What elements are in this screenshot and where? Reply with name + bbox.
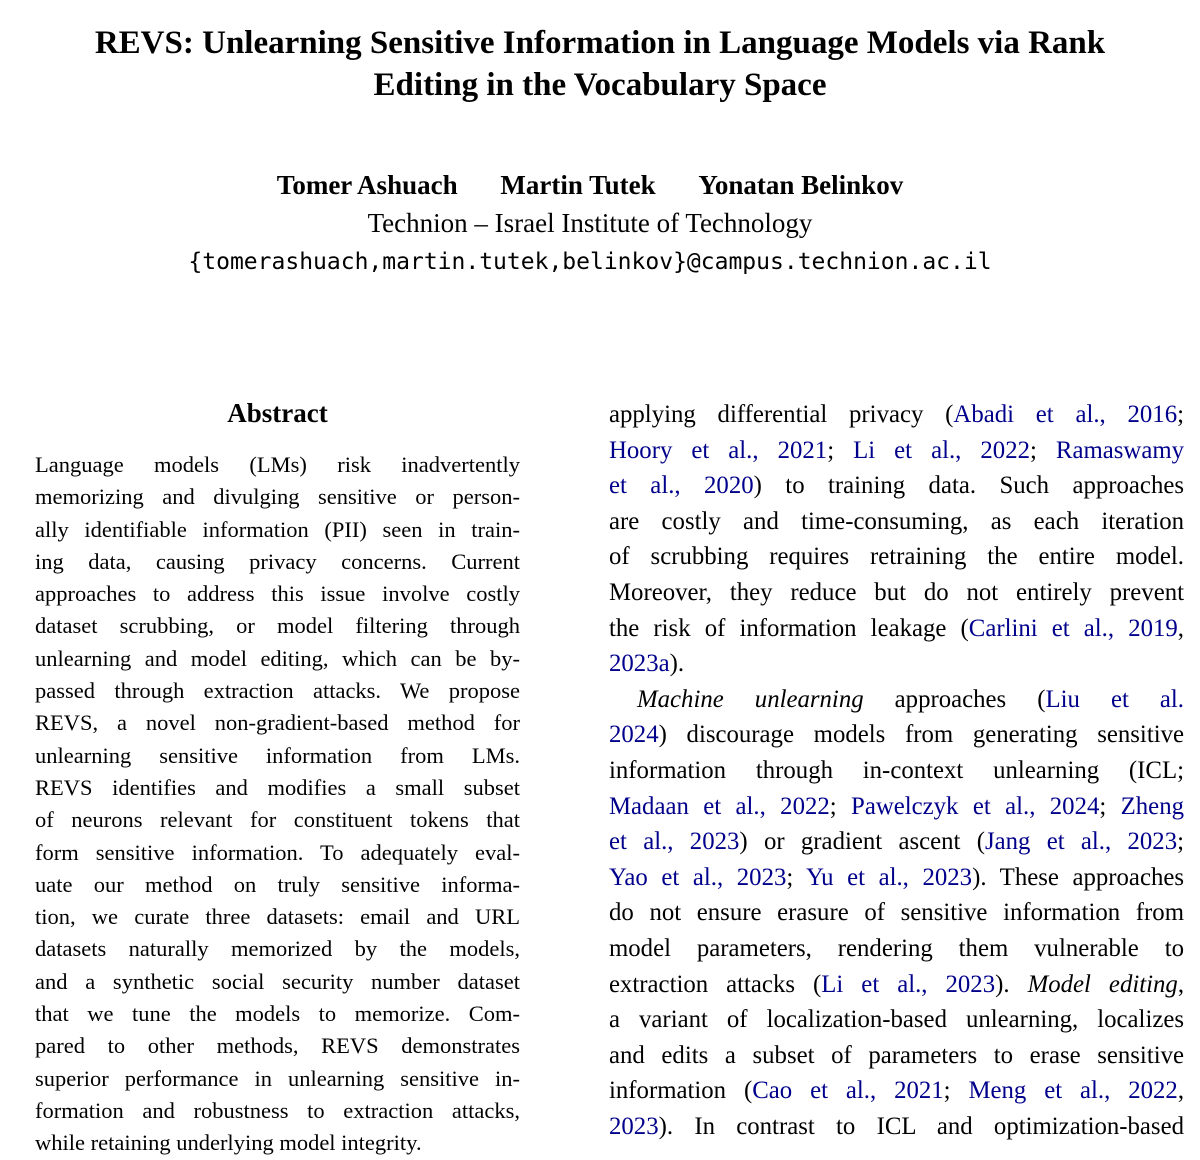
body-line: are costly and time-consuming, as each iteration <box>609 507 1184 535</box>
citation-link[interactable]: Abadi et al., 2016 <box>953 401 1178 428</box>
text-run: , <box>1177 614 1184 642</box>
body-line <box>609 860 1184 896</box>
citation-link[interactable]: Li et al., 2022 <box>853 436 1030 464</box>
body-line: and edits a subset of parameters to erase sensitive <box>609 1041 1184 1069</box>
body-line <box>609 682 1184 718</box>
body-line <box>609 433 1184 469</box>
citation-link[interactable]: 2023a <box>609 650 670 678</box>
text-run: applying differential privacy ( <box>609 401 954 428</box>
body-line <box>609 397 1184 433</box>
citation-link[interactable]: Hoory et al., 2021 <box>609 436 828 464</box>
citation-link[interactable]: Zheng <box>1120 792 1184 820</box>
text-run: ; <box>1030 436 1056 464</box>
abstract-line: formation and robustness to extraction attacks, <box>35 1097 520 1123</box>
abstract-line: of neurons relevant for constituent tokens that <box>35 807 520 833</box>
body-line <box>609 611 1184 647</box>
abstract-line: Language models (LMs) risk inadvertently <box>35 452 520 477</box>
text-run: , <box>1177 970 1185 998</box>
abstract-line: datasets naturally memorized by the models, <box>35 936 520 962</box>
author-affiliation: Technion – Israel Institute of Technology <box>367 208 813 238</box>
body-line <box>609 717 1184 753</box>
text-run: ; <box>786 863 806 891</box>
abstract-heading: Abstract <box>227 398 328 428</box>
author-email: {tomerashuach,martin.tutek,belinkov}@campus.technion.ac.il <box>188 249 992 275</box>
citation-link[interactable]: Carlini et al., 2019 <box>968 614 1178 642</box>
citation-link[interactable]: Madaan et al., 2022 <box>609 792 830 820</box>
paper-title <box>0 22 1200 106</box>
abstract-line: that we tune the models to memorize. Com- <box>35 1001 520 1027</box>
citation-link[interactable]: 2024 <box>609 721 659 749</box>
citation-link[interactable]: Ramaswamy <box>1055 436 1185 464</box>
text-run: ; <box>829 792 852 820</box>
text-run: ). <box>995 970 1028 998</box>
text-run: ; <box>827 436 854 464</box>
body-line <box>609 824 1184 860</box>
text-run: ). <box>669 650 685 678</box>
citation-link[interactable]: Pawelczyk et al., 2024 <box>851 792 1100 820</box>
abstract-line: REVS, a novel non-gradient-based method for <box>35 710 520 736</box>
abstract-line: ally identifiable information (PII) seen in train- <box>35 516 520 542</box>
body-line <box>609 967 1184 1003</box>
abstract-line: and a synthetic social security number dataset <box>35 968 520 994</box>
author-name-1: Tomer Ashuach <box>276 170 458 200</box>
citation-link[interactable]: Cao et al., 2021 <box>752 1077 944 1105</box>
body-line <box>609 1109 1184 1145</box>
text-run: ). These approaches <box>972 863 1184 891</box>
paper-title-line-1: REVS: Unlearning Sensitive Information in Language Models via Rank <box>94 25 1106 61</box>
author-name-3: Yonatan Belinkov <box>698 170 904 200</box>
abstract-line: unlearning sensitive information from LMs. <box>35 742 520 768</box>
abstract-line: ing data, causing privacy concerns. Current <box>35 548 520 574</box>
text-run: ; <box>1099 792 1121 820</box>
text-run: information ( <box>609 1077 753 1105</box>
body-line <box>609 468 1184 504</box>
abstract-line: REVS identifies and modifies a small subset <box>35 774 520 800</box>
abstract-line: dataset scrubbing, or model filtering through <box>35 613 520 639</box>
text-run: approaches ( <box>863 685 1046 713</box>
author-name-2: Martin Tutek <box>500 170 656 200</box>
abstract-line: tion, we curate three datasets: email and URL <box>35 904 520 930</box>
body-line <box>609 789 1184 825</box>
text-run: the risk of information leakage ( <box>609 614 969 642</box>
text-run: ) or gradient ascent ( <box>739 828 985 856</box>
author-list <box>0 167 1180 203</box>
body-line <box>609 646 1184 682</box>
citation-link[interactable]: 2023 <box>609 1112 659 1140</box>
text-run: ; <box>1177 401 1184 428</box>
abstract-line: memorizing and divulging sensitive or person- <box>35 484 520 510</box>
abstract-body <box>35 449 520 1160</box>
abstract-line: pared to other methods, REVS demonstrates <box>35 1033 520 1059</box>
abstract-line: superior performance in unlearning sensitive in- <box>35 1065 520 1091</box>
abstract-line: unlearning and model editing, which can be by- <box>35 645 520 671</box>
body-line: model parameters, rendering them vulnerable to <box>609 934 1184 962</box>
body-line: a variant of localization-based unlearning, localizes <box>609 1006 1184 1034</box>
abstract-line: while retaining underlying model integrity. <box>35 1130 422 1156</box>
body-line <box>609 1073 1184 1109</box>
abstract-line: uate our method on truly sensitive informa- <box>35 871 520 897</box>
body-line: information through in-context unlearning (ICL; <box>609 756 1184 784</box>
abstract-line: passed through extraction attacks. We propose <box>35 678 520 704</box>
body-line: of scrubbing requires retraining the entire model. <box>609 543 1184 571</box>
text-run: ; <box>1177 828 1184 856</box>
citation-link[interactable]: Li et al., 2023 <box>821 970 996 998</box>
text-run: ) discourage models from generating sensitive <box>658 721 1184 749</box>
body-line: do not ensure erasure of sensitive information from <box>609 899 1184 927</box>
citation-link[interactable]: Yao et al., 2023 <box>609 863 787 891</box>
citation-link[interactable]: Jang et al., 2023 <box>984 828 1178 856</box>
emphasis-text: Machine unlearning <box>637 685 864 713</box>
paper-title-line-2: Editing in the Vocabulary Space <box>373 67 827 103</box>
body-text-column <box>609 397 1184 1144</box>
citation-link[interactable]: et al., 2023 <box>609 828 740 856</box>
body-line: Moreover, they reduce but do not entirely prevent <box>609 578 1184 606</box>
abstract-line: approaches to address this issue involve costly <box>35 581 520 607</box>
citation-link[interactable]: et al., 2020 <box>609 472 754 500</box>
citation-link[interactable]: Yu et al., 2023 <box>805 863 973 891</box>
citation-link[interactable]: Meng et al., 2022 <box>968 1077 1178 1105</box>
emphasis-text: Model editing <box>1027 970 1178 998</box>
text-run: ) to training data. Such approaches <box>753 472 1184 500</box>
text-run: ). In contrast to ICL and optimization-based <box>658 1112 1184 1140</box>
text-run: , <box>1177 1077 1185 1105</box>
abstract-line: form sensitive information. To adequately eval- <box>35 839 520 865</box>
text-run: ; <box>943 1077 969 1105</box>
text-run: extraction attacks ( <box>609 970 822 998</box>
citation-link[interactable]: Liu et al. <box>1045 685 1185 713</box>
